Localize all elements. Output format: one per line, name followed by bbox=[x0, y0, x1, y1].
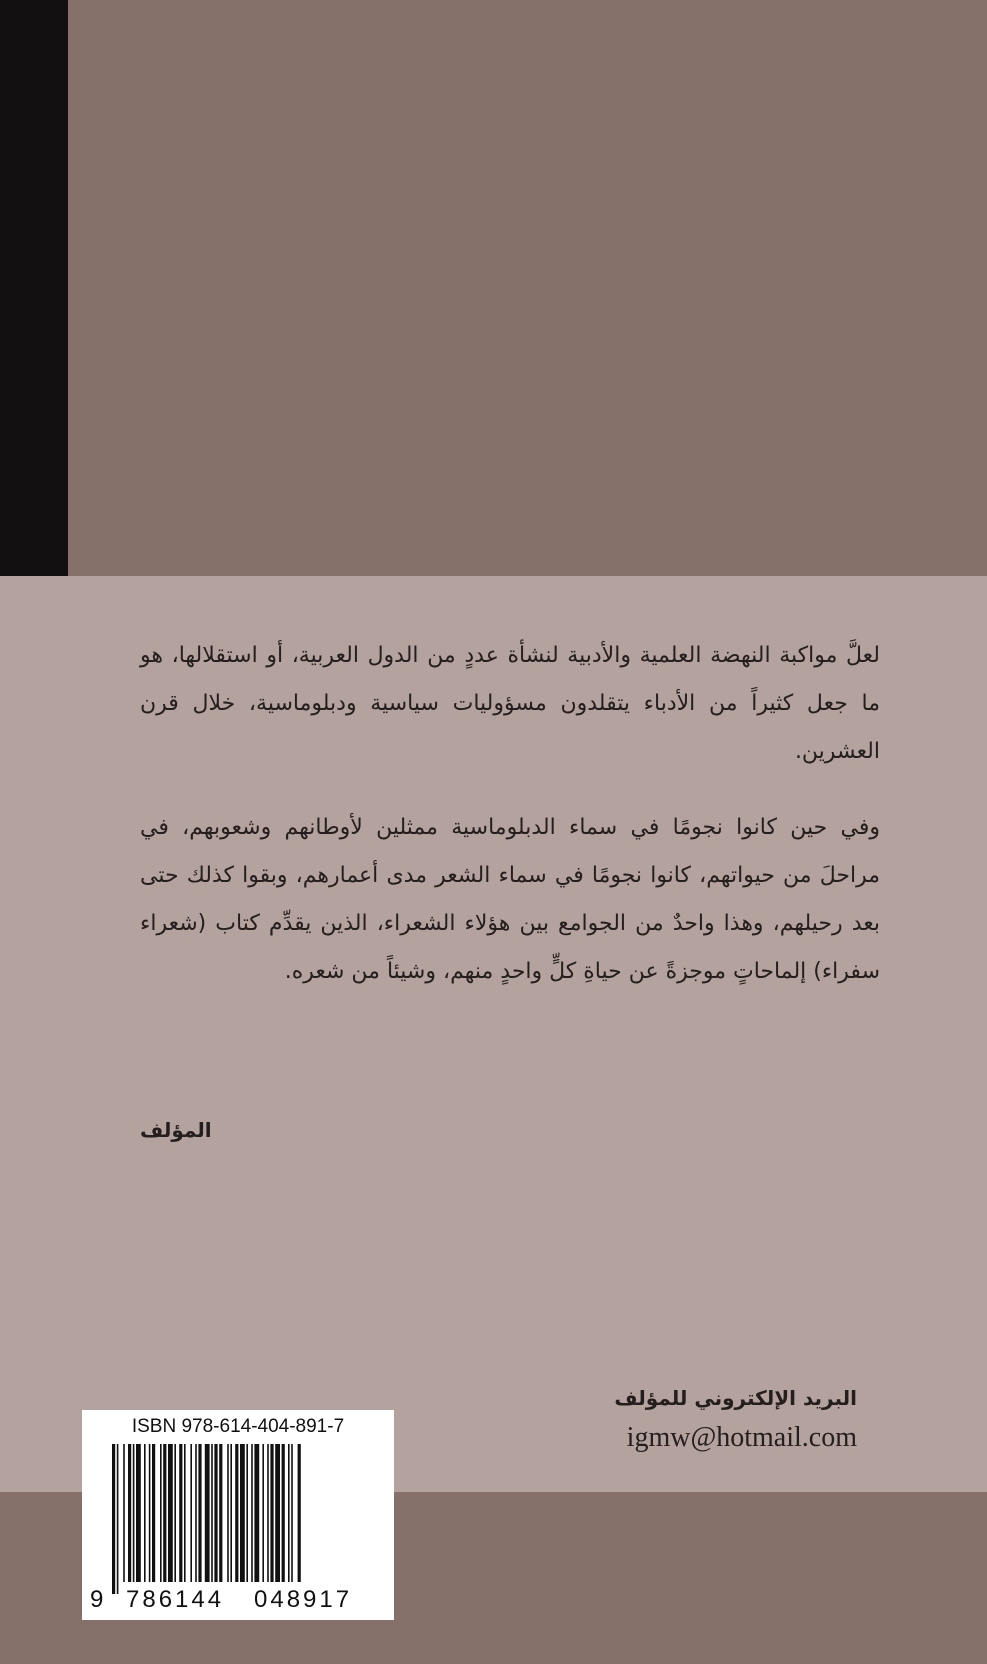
barcode-digit-right: 048917 bbox=[254, 1586, 353, 1613]
cover-top-panel bbox=[68, 0, 987, 576]
barcode-bar bbox=[136, 1444, 141, 1582]
barcode-bar bbox=[270, 1444, 273, 1582]
barcode-bar bbox=[179, 1444, 182, 1582]
barcode-digit-left: 786144 bbox=[126, 1586, 225, 1613]
barcode-bar bbox=[144, 1444, 146, 1582]
barcode-bar bbox=[123, 1444, 125, 1582]
email-label: البريد الإلكتروني للمؤلف bbox=[614, 1386, 857, 1410]
barcode-bar bbox=[211, 1444, 213, 1582]
barcode-bar bbox=[267, 1444, 269, 1582]
barcode-bar bbox=[235, 1444, 238, 1582]
barcode-bar bbox=[112, 1444, 115, 1594]
barcode-bar bbox=[198, 1444, 201, 1582]
barcode-bar bbox=[133, 1444, 135, 1582]
book-spine bbox=[0, 0, 68, 576]
barcode-bar bbox=[174, 1444, 176, 1582]
barcode-bar bbox=[240, 1444, 245, 1582]
barcode-digit-lead: 9 bbox=[90, 1586, 104, 1613]
blurb-paragraph-1: لعلَّ مواكبة النهضة العلمية والأدبية لنشأة عددٍ من الدول العربية، أو استقلالها، هو ما جعل كثيراً من الأدباء يتقلدون مسؤوليات سياسية ودبلوماسية، خلال قرن العشرين. bbox=[140, 643, 880, 764]
barcode-bar bbox=[152, 1444, 155, 1582]
blurb-paragraph-2: وفي حين كانوا نجومًا في سماء الدبلوماسية ممثلين لأوطانهم وشعوبهم، في مراحلَ من حيواتهم، كانوا نجومًا في سماء الشعر مدى أعمارهم، وبقوا كذلك حتى بعد رحيلهم، وهذا واحدٌ من الجوامع بين هؤلاء الشعراء، الذين يقدِّم كتاب (شعراء سفراء) إلماحاتٍ موجزةً عن حياةِ كلٍّ واحدٍ منهم، وشيئاً من شعره. bbox=[140, 815, 880, 984]
barcode-bar bbox=[288, 1444, 290, 1582]
blurb-text bbox=[140, 632, 880, 1024]
barcode-bar bbox=[214, 1444, 217, 1582]
author-email: igmw@hotmail.com bbox=[626, 1422, 857, 1453]
barcode-bar bbox=[298, 1444, 301, 1582]
barcode-bar bbox=[184, 1444, 186, 1582]
isbn-label: ISBN 978-614-404-891-7 bbox=[131, 1416, 345, 1437]
barcode-bar bbox=[246, 1444, 248, 1582]
barcode-bar bbox=[282, 1444, 285, 1582]
author-signature: المؤلف bbox=[140, 1118, 212, 1142]
barcode-bar bbox=[160, 1444, 162, 1582]
barcode-bar bbox=[254, 1444, 259, 1582]
barcode-bar bbox=[205, 1444, 210, 1582]
barcode-bar bbox=[251, 1444, 253, 1582]
barcode-bar bbox=[168, 1444, 173, 1582]
barcode-bar bbox=[163, 1444, 166, 1582]
barcode-bar bbox=[262, 1444, 264, 1582]
barcode-bar bbox=[230, 1444, 232, 1582]
barcode-bar bbox=[291, 1444, 293, 1582]
barcode-bar bbox=[149, 1444, 151, 1582]
barcode-bar bbox=[219, 1444, 222, 1582]
barcode-icon bbox=[82, 1444, 394, 1594]
barcode-box bbox=[82, 1410, 394, 1620]
barcode-bar bbox=[128, 1444, 131, 1582]
barcode-bar bbox=[190, 1444, 192, 1582]
barcode-bar bbox=[117, 1444, 119, 1594]
barcode-bar bbox=[227, 1444, 229, 1582]
barcode-bar bbox=[195, 1444, 197, 1582]
barcode-bar bbox=[275, 1444, 280, 1582]
